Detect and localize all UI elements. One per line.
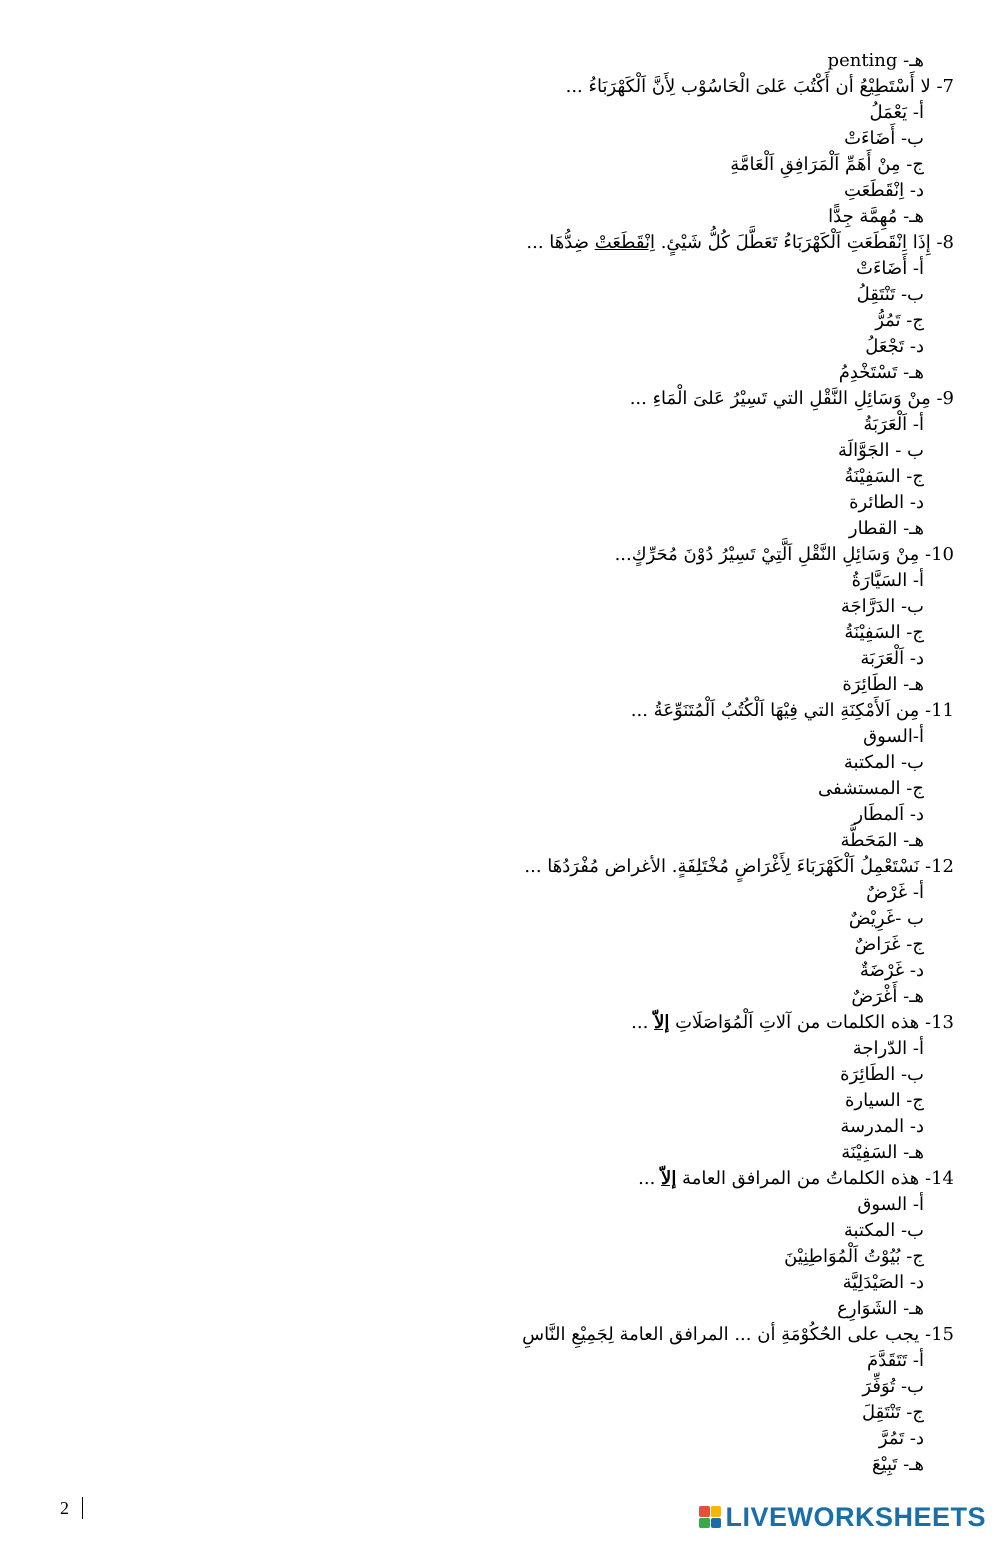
- carryover-option: هـ- penting: [827, 50, 924, 71]
- answer-option[interactable]: أ- السوق: [857, 1194, 924, 1215]
- question-text-part: إلاّ: [661, 1168, 677, 1189]
- answer-option[interactable]: هـ- تَسْتَخْدِمُ: [838, 362, 924, 383]
- question-text: مِن اَلأَمْكِنَةِ التي فِيْهَا اَلْكُتُبُ اَلْمُتَنَوِّعَةُ ...: [630, 700, 920, 721]
- question-text-part: إلاّ: [654, 1012, 670, 1033]
- answer-option[interactable]: هـ- المَحَطَّة: [840, 830, 924, 851]
- question-text: لا أَسْتَطِيْعُ أن أَكْتُبَ عَلىَ الْحَاسُوْب لِأَنَّ اَلْكَهْرَبَاءُ ...: [565, 76, 931, 97]
- logo-square: [699, 1518, 710, 1529]
- answer-option[interactable]: د- اَلْعَرَبَة: [860, 648, 924, 669]
- logo-square: [711, 1506, 722, 1517]
- question-stem: [394, 1010, 954, 1036]
- footer-divider: [82, 1497, 83, 1519]
- logo-text: LIVEWORKSHEETS: [725, 1501, 986, 1532]
- answer-option[interactable]: د- المدرسة: [840, 1116, 924, 1137]
- logo-square: [711, 1518, 722, 1529]
- answer-option[interactable]: هـ- مُهِمَّة جِدًّا: [828, 206, 924, 227]
- logo-squares-icon: [699, 1506, 721, 1528]
- answer-option[interactable]: هـ- الطَائِرَة: [842, 674, 924, 695]
- question-text-part: اِنْقَطَعَتْ: [594, 232, 655, 253]
- answer-option[interactable]: ج- تَمُرُّ: [875, 310, 924, 331]
- answer-option[interactable]: أ- أَضَاءَتْ: [856, 258, 924, 279]
- logo-square: [699, 1506, 710, 1517]
- question-text: مِنْ وَسَائِلِ النَّقْلِ اَلَّتِيْ تَسِيْرُ دُوْنَ مُحَرِّكٍ...: [614, 544, 920, 565]
- question-text: مِنْ وَسَائِلِ النَّقْلِ التي تَسِيْرُ عَلىَ الْمَاءِ ...: [629, 388, 931, 409]
- answer-option[interactable]: د- تَجْعَلُ: [865, 336, 924, 357]
- answer-option[interactable]: أ- غَرْضٌ: [866, 882, 924, 903]
- page-number: 2: [60, 1498, 69, 1518]
- answer-option[interactable]: ج- المستشفى: [818, 778, 924, 799]
- question-text-part: ضِدُّهَا ...: [526, 232, 595, 253]
- answer-option[interactable]: ب- الطَائِرَة: [840, 1064, 924, 1085]
- answer-option[interactable]: أ- الدّراجة: [852, 1038, 924, 1059]
- answer-option[interactable]: د- تَمُرَّ: [878, 1428, 924, 1449]
- question-stem: [394, 74, 954, 100]
- answer-option[interactable]: ب - الجَوَّالَة: [837, 440, 924, 461]
- answer-option[interactable]: ب- تُوَفِّرَ: [862, 1376, 924, 1397]
- question-number: 14-: [925, 1168, 954, 1189]
- question-text-part: ...: [638, 1168, 662, 1189]
- question-number: 7-: [936, 76, 954, 97]
- answer-option[interactable]: ج- بُيُوْتُ اَلْمُوَاطِنِيْنَ: [784, 1246, 924, 1267]
- question-number: 12-: [925, 856, 954, 877]
- answer-option[interactable]: ج- السَفِيْنَةُ: [844, 466, 924, 487]
- question-stem: [394, 698, 954, 724]
- question-text-part: هذه الكلماتُ من المرافق العامة: [676, 1168, 920, 1189]
- answer-option[interactable]: د- اِنْقَطَعَتِ: [843, 180, 924, 201]
- answer-option[interactable]: أ- السَيَّارَةُ: [851, 570, 924, 591]
- answer-option[interactable]: د- الصَيْدَلِيَّة: [842, 1272, 924, 1293]
- question-text-part: هذه الكلمات من آلاتِ اَلْمُوَاصَلَاتِ: [669, 1012, 920, 1033]
- answer-option[interactable]: د- الطائرة: [849, 492, 924, 513]
- question-stem: [394, 230, 954, 256]
- answer-option[interactable]: أ- اَلْعَرَبَةُ: [863, 414, 924, 435]
- answer-option[interactable]: ب -غَرِيْضٌ: [848, 908, 924, 929]
- question-number: 9-: [936, 388, 954, 409]
- answer-option[interactable]: ب- المكتبة: [843, 752, 924, 773]
- question-stem: [394, 854, 954, 880]
- answer-option[interactable]: أ- تَتَقَدَّمَ: [867, 1350, 924, 1371]
- question-text: يجب على الحُكُوْمَةِ أن ... المرافق العامة لِجَمِيْعِ النَّاسِ: [522, 1324, 920, 1345]
- question-number: 10-: [925, 544, 954, 565]
- answer-option[interactable]: د- اَلمطَار: [854, 804, 924, 825]
- answer-option[interactable]: د- غَرْضَةٌ: [859, 960, 924, 981]
- answer-option[interactable]: أ-السوق: [863, 726, 924, 747]
- question-stem: [394, 1322, 954, 1348]
- answer-option[interactable]: ج- تَنْتَقِلَ: [861, 1402, 924, 1423]
- question-number: 15-: [925, 1324, 954, 1345]
- question-number: 8-: [936, 232, 954, 253]
- answer-option[interactable]: ب- المكتبة: [843, 1220, 924, 1241]
- liveworksheets-logo[interactable]: [699, 1502, 986, 1532]
- question-list: [394, 48, 954, 1478]
- answer-option[interactable]: ب- أَضَاءَتْ: [844, 128, 924, 149]
- question-stem: [394, 386, 954, 412]
- answer-option[interactable]: هـ- أَغْرَضٌ: [851, 986, 924, 1007]
- answer-option[interactable]: هـ- القطار: [848, 518, 924, 539]
- question-text-part: ...: [631, 1012, 655, 1033]
- answer-option[interactable]: هـ- الشَوَارِع: [837, 1298, 924, 1319]
- question-stem: [394, 1166, 954, 1192]
- question-stem: [394, 542, 954, 568]
- answer-option[interactable]: ج- مِنْ أَهَمِّ اَلْمَرَافِقِ اَلْعَامَّةِ: [730, 154, 924, 175]
- answer-option[interactable]: ج- السيارة: [844, 1090, 924, 1111]
- answer-option[interactable]: ج- غَرَاضٌ: [854, 934, 924, 955]
- answer-option[interactable]: ب- تَنْتَقِلُ: [856, 284, 924, 305]
- question-number: 13-: [925, 1012, 954, 1033]
- answer-option[interactable]: ج- السَفِيْنَةُ: [844, 622, 924, 643]
- answer-option[interactable]: هـ- السَفِيْنَة: [841, 1142, 924, 1163]
- question-text-part: إِذَا اِنْقَطَعَتِ اَلْكَهْرَبَاءُ تَعَطَّلَ كُلُّ شَيْئٍ.: [654, 232, 931, 253]
- answer-option[interactable]: هـ- تَبِيْعَ: [871, 1454, 924, 1475]
- answer-option[interactable]: أ- يَعْمَلُ: [869, 102, 924, 123]
- answer-option[interactable]: ب- الدَرَّاجَة: [840, 596, 924, 617]
- question-number: 11-: [925, 700, 954, 721]
- question-text: نَسْتَعْمِلُ اَلْكَهْرَبَاءَ لِأَغْرَاضٍ مُخْتَلِفَةٍ. الأغراض مُفْرَدُهَا ...: [524, 856, 920, 877]
